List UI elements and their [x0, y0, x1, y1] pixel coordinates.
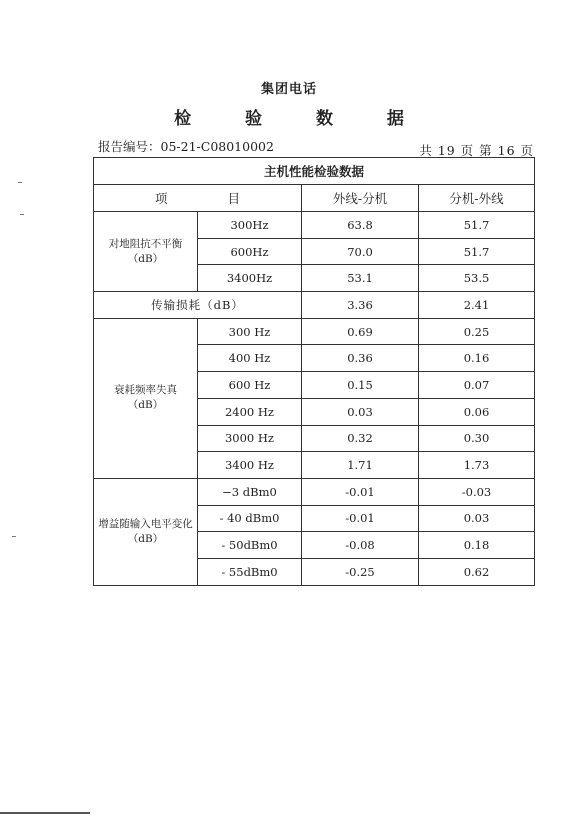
item-cell: - 40 dBm0 — [198, 505, 302, 532]
sub-to-ext-value: 0.30 — [419, 425, 535, 452]
item-cell: 2400 Hz — [198, 398, 302, 425]
ext-to-sub-value: 3.36 — [302, 292, 419, 319]
ext-to-sub-value: 0.32 — [302, 425, 419, 452]
ext-to-sub-value: -0.01 — [302, 478, 419, 505]
sub-to-ext-value: 0.25 — [419, 318, 535, 345]
group-label: 衰耗频率失真 — [114, 384, 177, 397]
item-cell: 400 Hz — [198, 345, 302, 372]
sub-to-ext-value: 0.07 — [419, 372, 535, 399]
ext-to-sub-value: 53.1 — [302, 265, 419, 292]
header-item-char-2: 目 — [227, 191, 240, 206]
item-cell: 300Hz — [198, 212, 302, 239]
scan-mark — [20, 214, 24, 215]
group-label: 增益随输入电平变化 — [98, 517, 193, 530]
header-item-char-1: 项 — [155, 191, 168, 206]
group-unit: （dB） — [127, 532, 164, 545]
report-number: 报告编号：05-21-C08010002 — [98, 139, 274, 154]
group-gain-vs-input-level — [94, 478, 198, 585]
group-unit: （dB） — [127, 252, 164, 265]
ext-to-sub-value: -0.08 — [302, 532, 419, 559]
scan-mark — [12, 536, 16, 537]
sub-to-ext-value: 0.16 — [419, 345, 535, 372]
item-cell: 600 Hz — [198, 372, 302, 399]
scan-mark — [18, 182, 22, 183]
item-cell: 300 Hz — [198, 318, 302, 345]
header-sub-to-ext: 分机-外线 — [419, 185, 535, 212]
table-row — [94, 212, 535, 239]
sub-to-ext-value: 51.7 — [419, 212, 535, 239]
item-cell: 3000 Hz — [198, 425, 302, 452]
group-label: 对地阻抗不平衡 — [108, 237, 183, 250]
sub-to-ext-value: 53.5 — [419, 265, 535, 292]
group-impedance-unbalance — [94, 212, 198, 292]
table-row — [94, 292, 535, 319]
table-header-row — [94, 185, 535, 212]
page-info: 共 19 页 第 16 页 — [419, 143, 534, 158]
header-ext-to-sub: 外线-分机 — [302, 185, 419, 212]
ext-to-sub-value: -0.01 — [302, 505, 419, 532]
item-cell: 600Hz — [198, 238, 302, 265]
ext-to-sub-value: 0.69 — [302, 318, 419, 345]
sub-to-ext-value: 0.03 — [419, 505, 535, 532]
ext-to-sub-value: 0.03 — [302, 398, 419, 425]
transmission-loss-label: 传输损耗（dB） — [94, 292, 302, 319]
sub-to-ext-value: 51.7 — [419, 238, 535, 265]
item-cell: 3400 Hz — [198, 452, 302, 479]
group-unit: （dB） — [127, 399, 164, 412]
item-cell: - 50dBm0 — [198, 532, 302, 559]
item-cell: - 55dBm0 — [198, 558, 302, 585]
item-cell: 3400Hz — [198, 265, 302, 292]
ext-to-sub-value: 1.71 — [302, 452, 419, 479]
company-name: 集团电话 — [260, 82, 317, 97]
scan-edge-line — [0, 812, 90, 814]
sub-to-ext-value: -0.03 — [419, 478, 535, 505]
inspection-data-table — [93, 157, 535, 586]
sub-to-ext-value: 0.62 — [419, 558, 535, 585]
sub-to-ext-value: 2.41 — [419, 292, 535, 319]
sub-to-ext-value: 0.18 — [419, 532, 535, 559]
ext-to-sub-value: 0.15 — [302, 372, 419, 399]
table-row — [94, 318, 535, 345]
ext-to-sub-value: 63.8 — [302, 212, 419, 239]
sub-to-ext-value: 0.06 — [419, 398, 535, 425]
document-title: 检 验 数 据 — [174, 109, 428, 129]
ext-to-sub-value: 0.36 — [302, 345, 419, 372]
sub-to-ext-value: 1.73 — [419, 452, 535, 479]
table-row — [94, 478, 535, 505]
ext-to-sub-value: 70.0 — [302, 238, 419, 265]
item-cell: −3 dBm0 — [198, 478, 302, 505]
group-attenuation-distortion — [94, 318, 198, 478]
header-item — [94, 185, 302, 212]
table-caption: 主机性能检验数据 — [94, 158, 535, 185]
ext-to-sub-value: -0.25 — [302, 558, 419, 585]
